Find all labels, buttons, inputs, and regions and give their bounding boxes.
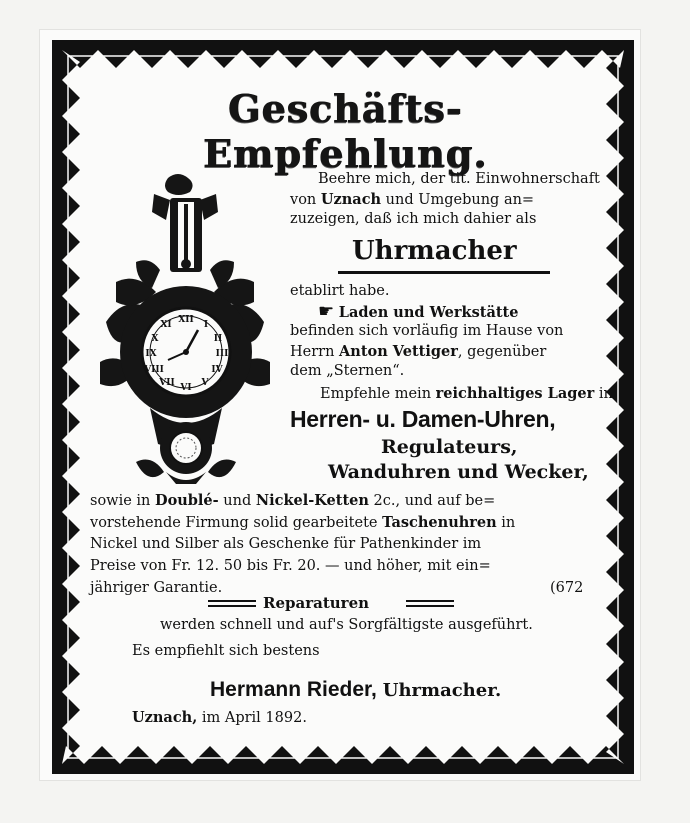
svg-text:X: X [151, 334, 159, 344]
closing-line: Es empfiehlt sich bestens [132, 643, 320, 659]
dateline [132, 708, 307, 728]
advertisement [90, 86, 613, 736]
trade-underline [338, 271, 550, 274]
stock-line-1-bold: reichhaltiges Lager [435, 385, 595, 402]
svg-text:XI: XI [160, 320, 172, 330]
offer-line-1 [90, 491, 495, 511]
offer-line-2-a: vorstehende Firmung solid gearbeitete [90, 515, 383, 531]
offer-line-3: Nickel und Silber als Geschenke für Pathenkinder im [90, 536, 482, 552]
svg-text:II: II [213, 334, 223, 344]
ad-reference-number: (672 [550, 580, 584, 596]
offer-line-1-c: und [218, 493, 256, 509]
shop-line-3: dem „Sternen“. [290, 363, 405, 379]
product-heading-watches: Herren- u. Damen-Uhren, [290, 406, 556, 432]
svg-text:VI: VI [180, 383, 192, 393]
stock-line-1-pre: Empfehle mein [320, 386, 436, 402]
repairs-rule-right-top [406, 600, 454, 602]
shop-heading-line [318, 302, 518, 323]
svg-text:XII: XII [178, 315, 194, 325]
svg-text:IX: IX [145, 349, 157, 359]
product-heading-regulators: Regulateurs, [381, 436, 518, 458]
product-heading-wall-clocks: Wanduhren und Wecker, [328, 461, 589, 483]
svg-text:IV: IV [211, 365, 223, 375]
offer-line-1-a: sowie in [90, 493, 155, 509]
ad-title: Geschäfts-Empfehlung. [202, 86, 488, 176]
shop-heading: Laden und Werkstätte [338, 304, 519, 321]
svg-text:I: I [203, 320, 209, 330]
signature [210, 678, 501, 702]
intro-line-2 [290, 190, 534, 210]
intro-line-3: zuzeigen, daß ich mich dahier als [290, 211, 537, 227]
shop-line-2-pre: Herrn [290, 344, 340, 360]
repairs-rule-left-top [208, 600, 256, 602]
intro-line-2-pre: von [290, 192, 321, 208]
established-line: etablirt habe. [290, 283, 390, 299]
intro-line-2-post: und Umgebung an= [381, 192, 535, 208]
offer-line-4: Preise von Fr. 12. 50 bis Fr. 20. — und höher, mit ein= [90, 558, 491, 574]
offer-line-2-c: in [496, 515, 516, 531]
pointing-hand-icon: ☛ [318, 301, 335, 322]
offer-line-1-e: 2c., und auf be= [368, 493, 496, 509]
landlord-name: Anton Vettiger [339, 343, 458, 360]
shop-line-1: befinden sich vorläufig im Hause von [290, 323, 564, 339]
stock-line-1 [320, 384, 613, 404]
shop-line-2-post: , gegenüber [457, 344, 547, 360]
repairs-heading: Reparaturen [263, 594, 370, 612]
place-name: Uznach [320, 191, 382, 208]
wall-clock-illustration [96, 172, 274, 484]
offer-line-2-b: Taschenuhren [382, 514, 497, 531]
svg-text:III: III [215, 349, 229, 359]
offer-line-1-d: Nickel-Ketten [255, 492, 369, 509]
repairs-rule-left-bottom [208, 605, 256, 607]
offer-line-5: jähriger Garantie. [90, 580, 223, 596]
svg-text:VIII: VIII [144, 365, 164, 375]
dateline-place: Uznach, [132, 709, 198, 726]
stock-line-1-post: in [594, 386, 613, 402]
offer-line-2 [90, 513, 515, 533]
signature-trade: Uhrmacher. [382, 680, 502, 701]
signature-name: Hermann Rieder, [210, 678, 377, 701]
trade-heading: Uhrmacher [352, 236, 517, 266]
repairs-line: werden schnell und auf's Sorgfältigste ausgeführt. [160, 617, 533, 633]
shop-line-2 [290, 342, 546, 362]
svg-text:VII: VII [159, 378, 175, 388]
intro-line-1: Beehre mich, der tit. Einwohnerschaft [318, 171, 600, 187]
repairs-rule-right-bottom [406, 605, 454, 607]
offer-line-1-b: Doublé- [155, 492, 219, 509]
dateline-date: im April 1892. [197, 710, 307, 726]
svg-text:V: V [201, 378, 209, 388]
